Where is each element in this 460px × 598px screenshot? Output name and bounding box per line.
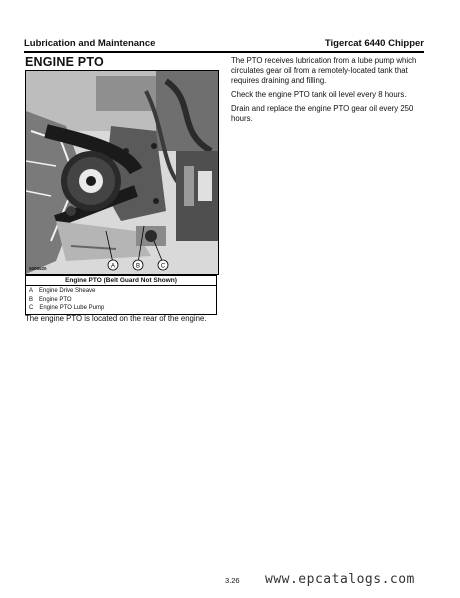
caption-item-text: Engine PTO	[39, 296, 72, 303]
header-product-name: Tigercat 6440 Chipper	[324, 38, 424, 49]
page-number: 3.26	[225, 576, 240, 585]
pto-location-text: The engine PTO is located on the rear of the engine.	[25, 314, 207, 323]
svg-text:B: B	[135, 263, 141, 270]
caption-title: Engine PTO (Belt Guard Not Shown)	[26, 276, 217, 286]
caption-item-letter: A	[29, 288, 34, 294]
paragraph-lube-pump: The PTO receives lubrication from a lube pump which circulates gear oil from a remotely-located tank that requires draining and filling.	[231, 56, 417, 85]
callout-a	[108, 260, 118, 270]
caption-item-text: Engine PTO Lube Pump	[39, 305, 105, 311]
watermark: www.epcatalogs.com	[265, 572, 415, 587]
caption-item	[29, 287, 213, 296]
figure-caption-table	[25, 275, 217, 315]
svg-text:A: A	[110, 263, 116, 270]
engine-pto-photo	[26, 71, 218, 274]
caption-item	[29, 296, 213, 305]
pto-lubrication-text	[231, 56, 423, 128]
engine-pto-figure	[25, 70, 219, 275]
callout-b	[133, 260, 143, 270]
caption-item-letter: C	[29, 305, 34, 311]
caption-item-text: Engine Drive Sheave	[39, 288, 96, 294]
caption-item	[29, 304, 213, 313]
paragraph-drain-oil: Drain and replace the engine PTO gear oil every 250 hours.	[231, 104, 414, 123]
header-section-name: Lubrication and Maintenance	[24, 38, 156, 49]
section-title: ENGINE PTO	[25, 55, 104, 69]
caption-item-letter: B	[29, 296, 34, 303]
figure-id: 5006520	[29, 266, 47, 271]
header-rule	[24, 51, 424, 53]
svg-text:C: C	[160, 263, 166, 270]
paragraph-check-oil: Check the engine PTO tank oil level every 8 hours.	[231, 90, 407, 99]
callout-c	[158, 260, 168, 270]
